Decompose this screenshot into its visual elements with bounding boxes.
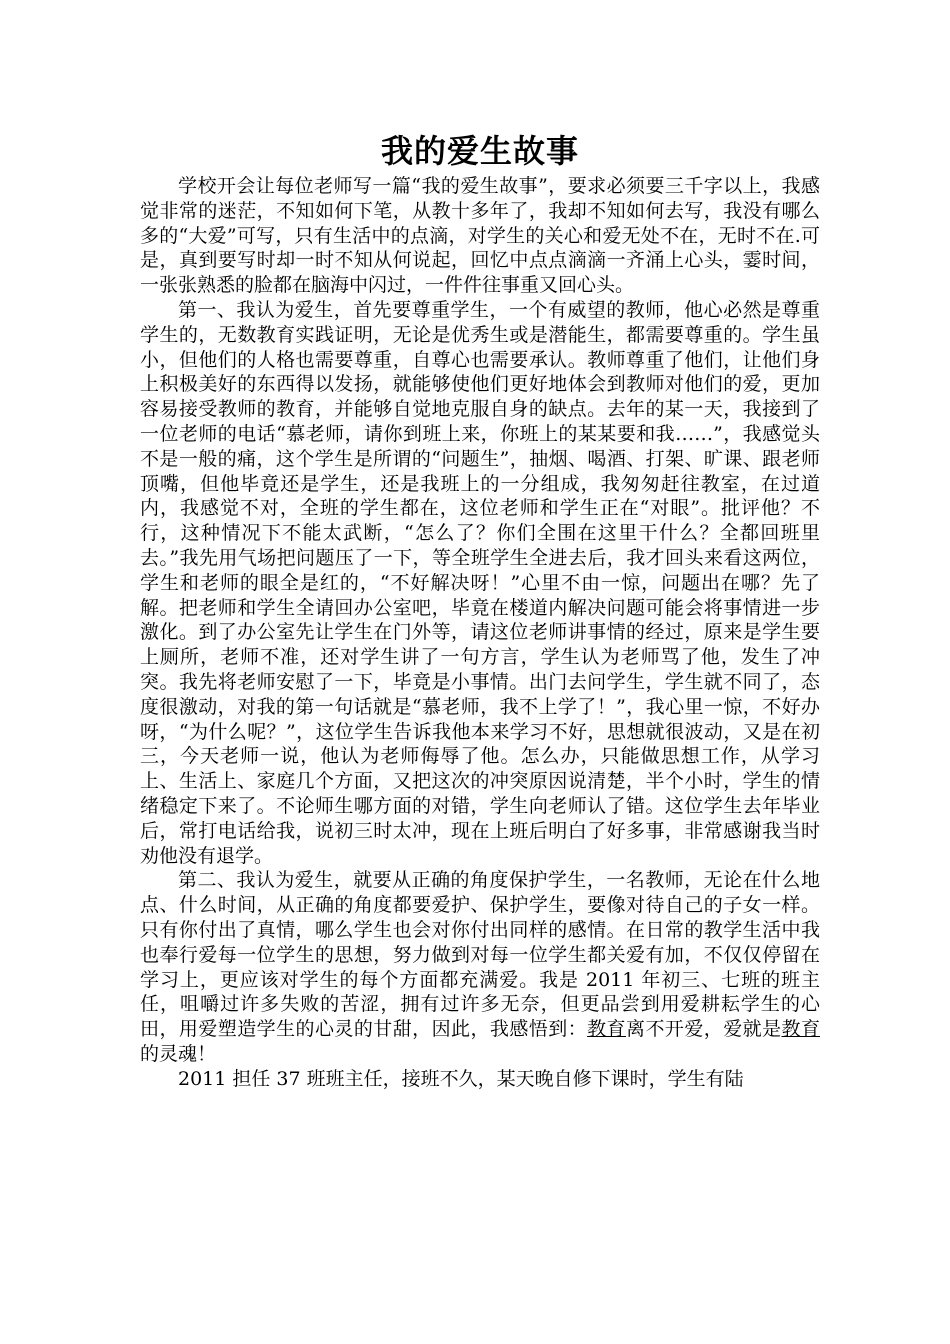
- document-body: [140, 128, 820, 1091]
- paragraph-class-37: 2011 担任 37 班班主任，接班不久，某天晚自修下课时，学生有陆: [178, 1067, 744, 1090]
- paragraph-text: 离不开爱，爱就是: [626, 1018, 782, 1041]
- education-link[interactable]: 教育: [587, 1018, 626, 1041]
- paragraph-text: 的灵魂！: [140, 1042, 217, 1065]
- document-title: 我的爱生故事: [380, 132, 579, 170]
- paragraph-intro: 学校开会让每位老师写一篇“我的爱生故事”，要求必须要三千字以上，我感觉非常的迷茫，不知如何下笔，从教十多年了，我却不知如何去写，我没有哪么多的“大爱”可写，只有生活中的点滴，对学生的关心和爱无处不在，无时不在.可是，真到要写时却一时不知从何说起，回忆中点点滴滴一齐涌上心头，霎时间，一张张熟悉的脸都在脑海中闪过，一件件往事重又回心头。: [140, 175, 820, 297]
- paragraph-text: 第二、我认为爱生，就要从正确的角度保护学生，一名教师，无论在什么地点、什么时间，从正确的角度都要爱护、保护学生，要像对待自己的子女一样。只有你付出了真情，哪么学生也会对你付出同样的感情。在日常的教学生活中我也奉行爱每一位学生的思想，努力做到对每一位学生都关爱有加，不仅仅停留在学习上，更应该对学生的每个方面都充满爱。我是 2011 年初三、七班的班主任，咀嚼过许多失败的苦涩，拥有过许多无奈，但更品尝到用爱耕耘学生的心田，用爱塑造学生的心灵的甘甜，因此，我感悟到：: [140, 869, 820, 1041]
- paragraph-protect-students: [140, 868, 820, 1066]
- paragraph-respect-students: 第一、我认为爱生，首先要尊重学生，一个有威望的教师，他心必然是尊重学生的，无数教育实践证明，无论是优秀生或是潜能生，都需要尊重的。学生虽小，但他们的人格也需要尊重，自尊心也需要承认。教师尊重了他们，让他们身上积极美好的东西得以发扬，就能够使他们更好地体会到教师对他们的爱，更加容易接受教师的教育，并能够自觉地克服自身的缺点。去年的某一天，我接到了一位老师的电话“慕老师，请你到班上来，你班上的某某要和我……”，我感觉头不是一般的痛，这个学生是所谓的“问题生”，抽烟、喝酒、打架、旷课、跟老师顶嘴，但他毕竟还是学生，还是我班上的一分组成，我匆匆赶往教室，在过道内，我感觉不对，全班的学生都在，这位老师和学生正在“对眼”。批评他？不行，这种情况下不能太武断，“怎么了？你们全围在这里干什么？全都回班里去。”我先用气场把问题压了一下，等全班学生全进去后，我才回头来看这两位，学生和老师的眼全是红的，“不好解决呀！”心里不由一惊，问题出在哪？先了解。把老师和学生全请回办公室吧，毕竟在楼道内解决问题可能会将事情进一步激化。到了办公室先让学生在门外等，请这位老师讲事情的经过，原来是学生要上厕所，老师不准，还对学生讲了一句方言，学生认为老师骂了他，发生了冲突。我先将老师安慰了一下，毕竟是小事情。出门去问学生，学生就不同了，态度很激动，对我的第一句话就是“慕老师，我不上学了！”，我心里一惊，不好办呀，“为什么呢？”，这位学生告诉我他本来学习不好，思想就很波动，又是在初三，今天老师一说，他认为老师侮辱了他。怎么办，只能做思想工作，从学习上、生活上、家庭几个方面，又把这次的冲突原因说清楚，半个小时，学生的情绪稳定下来了。不论师生哪方面的对错，学生向老师认了错。这位学生去年毕业后，常打电话给我，说初三时太冲，现在上班后明白了好多事，非常感谢我当时劝他没有退学。: [140, 298, 820, 867]
- education-link[interactable]: 教育: [781, 1018, 820, 1041]
